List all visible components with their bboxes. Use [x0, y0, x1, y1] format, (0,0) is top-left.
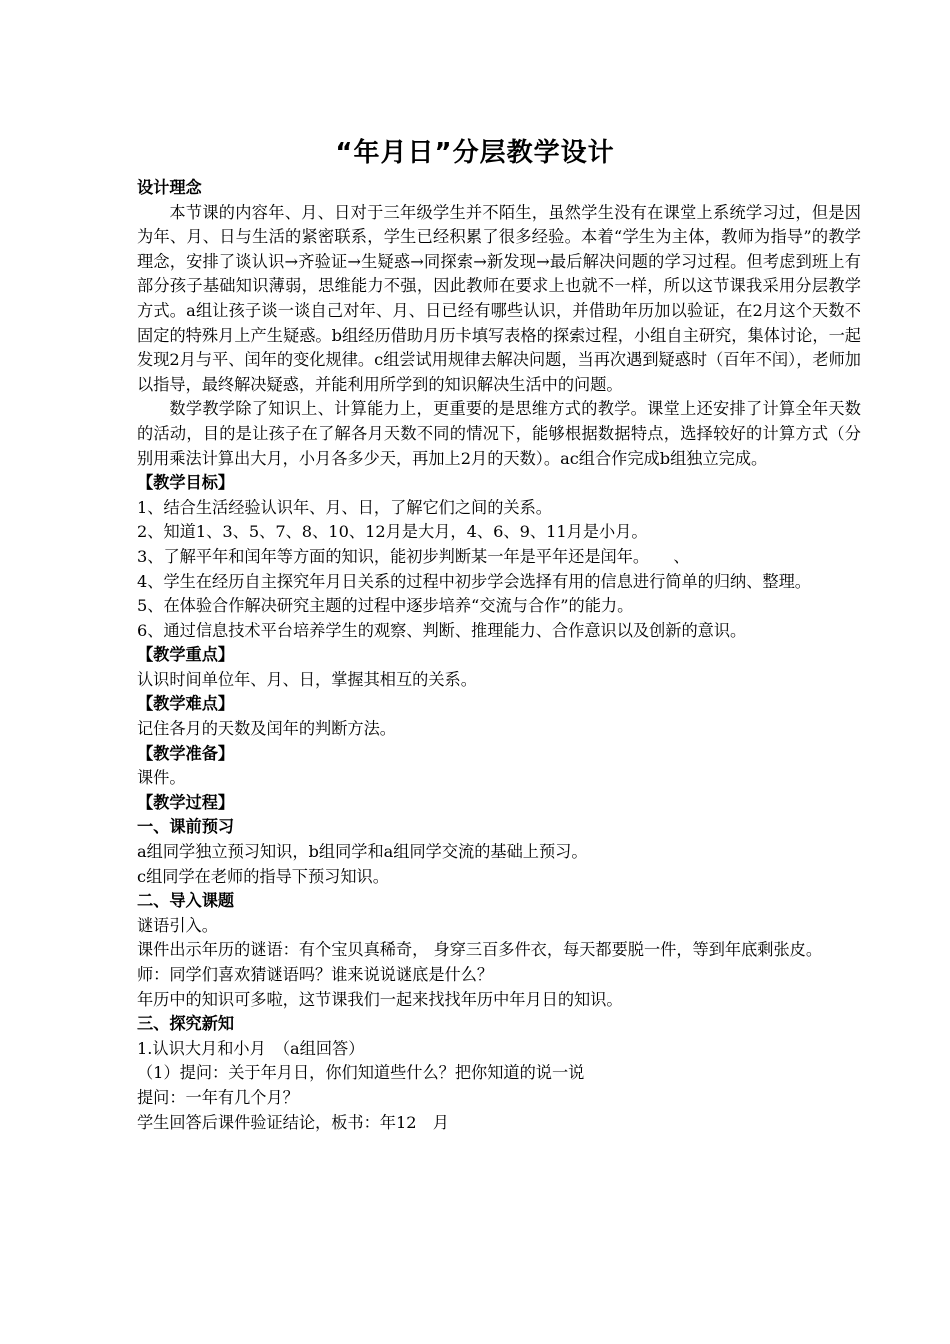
section-heading-key-point: 【教学重点】	[137, 645, 235, 665]
subsection-heading-preview: 一、课前预习	[137, 817, 235, 837]
explore-line-3: 提问：一年有几个月？	[137, 1087, 299, 1107]
section-heading-concept: 设计理念	[137, 178, 202, 197]
goal-item: 4、学生在经历自主探究年月日关系的过程中初步学会选择有用的信息进行简单的归纳、整理。	[137, 571, 811, 591]
preview-line-1: a组同学独立预习知识，b组同学和a组同学交流的基础上预习。	[137, 842, 588, 862]
subsection-heading-explore: 三、探究新知	[137, 1014, 235, 1034]
explore-line-2: （1）提问：关于年月日，你们知道些什么？把你知道的说一说	[137, 1063, 585, 1083]
goal-item: 6、通过信息技术平台培养学生的观察、判断、推理能力、合作意识以及创新的意识。	[137, 620, 747, 640]
difficulty-text: 记住各月的天数及闰年的判断方法。	[137, 719, 396, 739]
section-heading-goals: 【教学目标】	[137, 473, 235, 493]
section-heading-prep: 【教学准备】	[137, 743, 235, 763]
preview-line-2: c组同学在老师的指导下预习知识。	[137, 866, 389, 886]
concept-paragraph-2: 数学教学除了知识上、计算能力上，更重要的是思维方式的教学。课堂上还安排了计算全年天数的活动，目的是让孩子在了解各月天数不同的情况下，能够根据数据特点，选择较好的计算方式（分别用乘法计算出大月，小月各多少天，再加上2月的天数）。ac组合作完成b组独立完成。	[137, 399, 861, 468]
intro-line-3: 师：同学们喜欢猜谜语吗？谁来说说谜底是什么？	[137, 965, 494, 984]
goal-item: 2、知道1、3、5、7、8、10、12月是大月，4、6、9、11月是小月。	[137, 522, 648, 542]
goal-item: 1、结合生活经验认识年、月、日，了解它们之间的关系。	[137, 497, 552, 517]
subsection-heading-intro: 二、导入课题	[137, 891, 235, 911]
key-point-text: 认识时间单位年、月、日，掌握其相互的关系。	[137, 669, 477, 689]
page-title: “年月日”分层教学设计	[335, 138, 615, 168]
explore-line-1: 1.认识大月和小月 （a组回答）	[137, 1038, 365, 1058]
section-heading-difficulty: 【教学难点】	[137, 694, 235, 714]
prep-text: 课件。	[137, 768, 186, 788]
concept-paragraph-1: 本节课的内容年、月、日对于三年级学生并不陌生，虽然学生没有在课堂上系统学习过，但是因为年、月、日与生活的紧密联系，学生已经积累了很多经验。本着“学生为主体，教师为指导”的教学理念，安排了谈认识→齐验证→生疑惑→同探索→新发现→最后解决问题的学习过程。但考虑到班上有部分孩子基础知识薄弱，思维能力不强，因此教师在要求上也就不一样，所以这节课我采用分层教学方式。a组让孩子谈一谈自己对年、月、日已经有哪些认识，并借助年历加以验证，在2月这个天数不固定的特殊月上产生疑惑。b组经历借助月历卡填写表格的探索过程，小组自主研究，集体讨论，一起发现2月与平、闰年的变化规律。c组尝试用规律去解决问题，当再次遇到疑惑时（百年不闰），老师加以指导，最终解决疑惑，并能利用所学到的知识解决生活中的问题。	[137, 202, 861, 394]
explore-line-4: 学生回答后课件验证结论，板书：年12 月	[137, 1112, 449, 1132]
goal-item: 3、了解平年和闰年等方面的知识，能初步判断某一年是平年还是闰年。 、	[137, 546, 690, 566]
intro-line-1: 谜语引入。	[137, 915, 218, 935]
document-body	[137, 176, 861, 1135]
intro-line-2: 课件出示年历的谜语：有个宝贝真稀奇， 身穿三百多件衣，每天都要脱一件，等到年底剩张皮。	[137, 940, 823, 960]
goal-item: 5、在体验合作解决研究主题的过程中逐步培养“交流与合作”的能力。	[137, 596, 634, 616]
section-heading-process: 【教学过程】	[137, 792, 235, 812]
intro-line-4: 年历中的知识可多啦，这节课我们一起来找找年历中年月日的知识。	[137, 989, 623, 1009]
